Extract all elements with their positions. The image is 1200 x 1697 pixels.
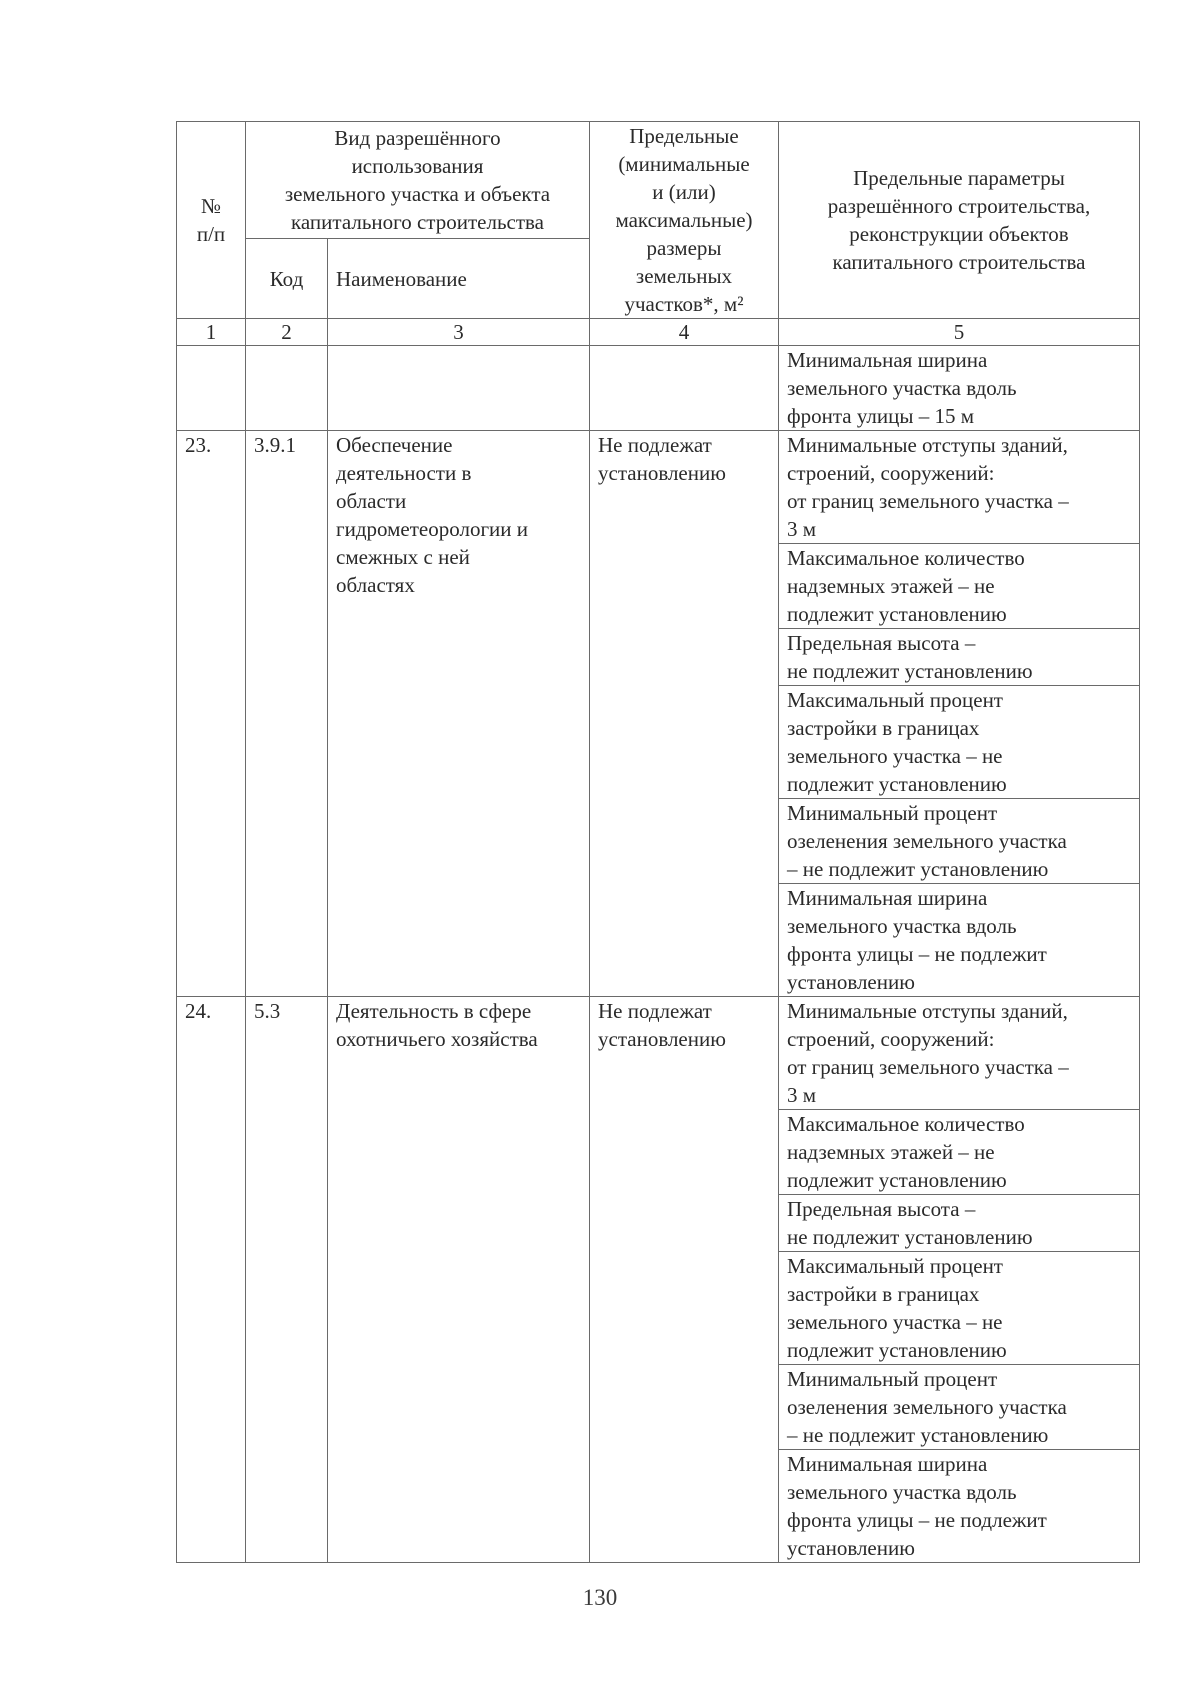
row-number (177, 346, 246, 431)
param-item: Максимальный процент застройки в границах земельного участка – не подлежит установлению (779, 686, 1139, 799)
param-item: Минимальная ширина земельного участка вдоль фронта улицы – не подлежит установлению (787, 886, 1047, 994)
column-number: 1 (177, 319, 246, 346)
param-item: Максимальное количество надземных этажей – не подлежит установлению (779, 1110, 1139, 1195)
row-sizes (590, 346, 779, 431)
column-number: 3 (328, 319, 590, 346)
row-name: Деятельность в сфере охотничьего хозяйства (328, 997, 590, 1563)
param-item: Минимальные отступы зданий, строений, сооружений: от границ земельного участка – 3 м (779, 431, 1139, 544)
param-item: Минимальная ширина земельного участка вдоль фронта улицы – не подлежит установлению (787, 1452, 1047, 1560)
row-params (779, 346, 1140, 431)
param-item: Максимальное количество надземных этажей – не подлежит установлению (779, 544, 1139, 629)
row-params (779, 997, 1140, 1563)
param-item: Минимальный процент озеленения земельного участка – не подлежит установлению (779, 799, 1139, 884)
param-item: Предельная высота – не подлежит установлению (779, 629, 1139, 686)
page-number: 130 (582, 1585, 618, 1610)
param-item: Максимальный процент застройки в границах земельного участка – не подлежит установлению (779, 1252, 1139, 1365)
row-code (246, 346, 328, 431)
header-col-params: Предельные параметры разрешённого строительства, реконструкции объектов капитального строительства (779, 122, 1140, 319)
row-params (779, 431, 1140, 997)
header-col-name: Наименование (328, 239, 590, 319)
header-col-use-type: Вид разрешённого использования земельного участка и объекта капитального строительства (246, 122, 590, 239)
row-sizes: Не подлежат установлению (590, 997, 779, 1563)
row-code: 5.3 (246, 997, 328, 1563)
table-row (177, 346, 1140, 431)
row-code: 3.9.1 (246, 431, 328, 997)
table-row (177, 431, 1140, 997)
header-col-sizes: Предельные (минимальные и (или) максимальные) размеры земельных участков*, м² (590, 122, 779, 319)
row-sizes: Не подлежат установлению (590, 431, 779, 997)
param-item: Минимальный процент озеленения земельного участка – не подлежит установлению (779, 1365, 1139, 1450)
row-number: 23. (177, 431, 246, 997)
table-body (177, 346, 1140, 1563)
header-col-code: Код (246, 239, 328, 319)
param-item: Минимальные отступы зданий, строений, сооружений: от границ земельного участка – 3 м (779, 997, 1139, 1110)
column-number: 5 (779, 319, 1140, 346)
row-number: 24. (177, 997, 246, 1563)
row-name: Обеспечение деятельности в области гидрометеорологии и смежных с ней областях (328, 431, 590, 997)
column-number: 2 (246, 319, 328, 346)
param-item: Предельная высота – не подлежит установлению (779, 1195, 1139, 1252)
param-item: Минимальная ширина земельного участка вдоль фронта улицы – 15 м (787, 348, 1017, 428)
header-col-no: № п/п (177, 122, 246, 319)
column-numbers-row (177, 319, 1140, 346)
row-name (328, 346, 590, 431)
land-use-regulations-table (176, 121, 1140, 1563)
table-header (177, 122, 1140, 346)
table-row (177, 997, 1140, 1563)
column-number: 4 (590, 319, 779, 346)
